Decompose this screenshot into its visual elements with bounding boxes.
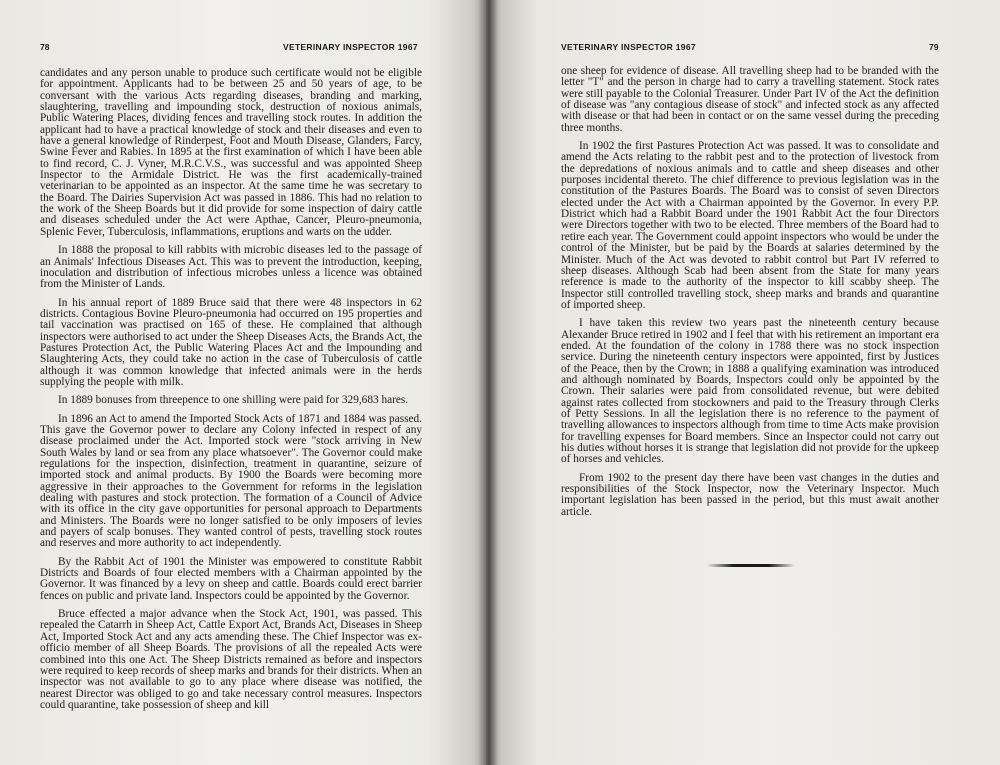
- right-running-head: VETERINARY INSPECTOR 1967: [561, 42, 696, 52]
- left-paragraph-5: In 1896 an Act to amend the Imported Stock Acts of 1871 and 1884 was passed. This gave the Governor power to declare any Colony infected in respect of any disease proclaimed under the Act. Imported stock were "stock arriving in New South Wales by land or sea from any place whatsoever". The Governor could make regulations for the inspection, disinfection, treatment in quarantine, seizure of imported stock and animal products. By 1900 the Boards were becoming more aggressive in their approaches to the Government for reforms in the legislation dealing with pastures and stock protection. The formation of a Council of Advice with its office in the city gave opportunities for personal approach to Departments and Ministers. The Boards were no longer satisfied to be only imposers of levies and payers of scalp bonuses. They wanted control of pests, travelling stock routes and reserves and more authority to act independently.: [40, 412, 422, 550]
- right-paragraph-4: From 1902 to the present day there have been vast changes in the duties and responsibilities of the Stock Inspector, now the Veterinary Inspector. Much important legislation has been passed in the period, but this must await another article.: [561, 471, 939, 518]
- right-paragraph-2: In 1902 the first Pastures Protection Act was passed. It was to consolidate and amend the Acts relating to the rabbit pest and to the protection of livestock from the depredations of noxious animals and to cattle and sheep diseases and other purposes incidental thereto. The chief difference to previous legislation was in the constitution of the Pastures Boards. The Board was to consist of seven Directors elected under the Act with a Chairman appointed by the Governor. In every P.P. District which had a Rabbit Board under the 1901 Rabbit Act the four Directors were Directors together with two to be elected. Three members of the Board had to retire each year. The Government could appoint inspectors who would be under the control of the Minister, but be paid by the Boards at salaries determined by the Minister. Much of the Act was devoted to rabbit control but Part IV referred to sheep diseases. Although Scab had been absent from the State for many years reference is made to the authority of the inspector to kill scabby sheep. The Inspector still controlled travelling stock, sheep marks and brands and quarantine of imported sheep.: [561, 140, 939, 311]
- right-paragraph-3: I have taken this review two years past the nineteenth century because Alexander Bruce retired in 1902 and I feel that with his retirement an important era ended. At the foundation of the colony in 1788 there was no stock inspection service. During the nineteenth century inspectors were appointed, first by Justices of the Peace, then by the Crown; in 1888 a qualifying examination was introduced and although nominated by Boards, Inspectors could only be appointed by the Crown. Their salaries were paid from consolidated revenue, but were debited against rates collected from stockowners and paid to the Treasury through Clerks of Petty Sessions. In all the legislation there is no reference to the payment of travelling allowances to inspectors although from time to time Acts make provision for travelling expenses for Board members. Since an Inspector could not carry out his duties without horses it is strange that legislation did not provide for the upkeep of horses and vehicles.: [561, 317, 939, 466]
- left-paragraph-7: Bruce effected a major advance when the Stock Act, 1901, was passed. This repealed the Catarrh in Sheep Act, Cattle Export Act, Brands Act, Diseases in Sheep Act, Imported Stock Act and any acts amending these. The Chief Inspector was ex-officio member of all Sheep Boards. The provisions of all the repealed Acts were combined into this one Act. The Sheep Districts remained as before and inspectors were required to keep records of sheep marks and brands for their districts. When an inspector was not available to go to any place where disease was notified, the nearest Director was obliged to go and take necessary control measures. Inspectors could quarantine, take possession of sheep and kill: [40, 608, 422, 711]
- right-page-number: 79: [929, 42, 939, 52]
- right-page: [486, 0, 1000, 765]
- right-paragraph-1: one sheep for evidence of disease. All travelling sheep had to be branded with the letter "T" and the person in charge had to carry a travelling statement. Stock rates were still payable to the Colonial Treasurer. Under Part IV of the Act the definition of disease was "any contagious disease of stock" and infected stock as any affected with disease or that had been in contact or on the same vessel during the preceding three months.: [561, 65, 939, 134]
- left-paragraph-6: By the Rabbit Act of 1901 the Minister was empowered to constitute Rabbit Districts and Boards of four elected members with a Chairman appointed by the Governor. It was financed by a levy on sheep and cattle. Boards could erect barrier fences on public and private land. Inspectors could be appointed by the Governor.: [40, 555, 422, 602]
- left-paragraph-2: In 1888 the proposal to kill rabbits with microbic diseases led to the passage of an Animals' Infectious Diseases Act. This was to prevent the introduction, keeping, inoculation and distribution of infectious microbes unless a licence was obtained from the Minister of Lands.: [40, 244, 422, 291]
- left-running-head: VETERINARY INSPECTOR 1967: [283, 42, 418, 52]
- book-gutter-shadow: [478, 0, 498, 765]
- left-paragraph-4: In 1889 bonuses from threepence to one shilling were paid for 329,683 hares.: [58, 394, 409, 407]
- left-text-block: [40, 68, 422, 718]
- left-paragraph-3: In his annual report of 1889 Bruce said that there were 48 inspectors in 62 districts. Contagious Bovine Pleuro-pneumonia had occurred on 195 properties and tail vaccination was practised on 165 of these. He complained that although inspectors were authorised to act under the Sheep Diseases Acts, the Brands Act, the Pastures Protection Act, the Public Watering Places Act and the Impounding and Slaughtering Acts, they could take no action in the case of Tuberculosis of cattle although it was common knowledge that infected animals were in the herds supplying the people with milk.: [40, 296, 422, 388]
- right-text-block: [561, 66, 939, 525]
- end-of-article-rule: [707, 564, 795, 567]
- left-page-number: 78: [40, 42, 50, 52]
- left-page: [0, 0, 486, 765]
- left-paragraph-1: candidates and any person unable to produce such certificate would not be eligible for appointment. Applicants had to be between 25 and 50 years of age, to be conversant with the various Acts regarding diseases, branding and marking, slaughtering, travelling and impounding stock, destruction of noxious animals, Public Watering Places, dividing fences and travelling stock routes. In addition the applicant had to have a practical knowledge of stock and their diseases and even to have a general knowledge of Rinderpest, Foot and Mouth Disease, Glanders, Farcy, Swine Fever and Rabies. In 1895 at the first examination of which I have been able to find record, C. J. Vyner, M.R.C.V.S., was successful and was appointed Sheep Inspector to the Armidale District. He was the first academically-trained veterinarian to be appointed as an inspector. At the same time he was secretary to the Board. The Dairies Supervision Act was passed in 1886. This had no relation to the work of the Sheep Boards but it did provide for some inspection of dairy cattle and diseases scheduled under the Act were Apthae, Cancer, Pleuro-pneumonia, Splenic Fever, Tuberculosis, inflammations, eruptions and warts on the udder.: [40, 67, 422, 238]
